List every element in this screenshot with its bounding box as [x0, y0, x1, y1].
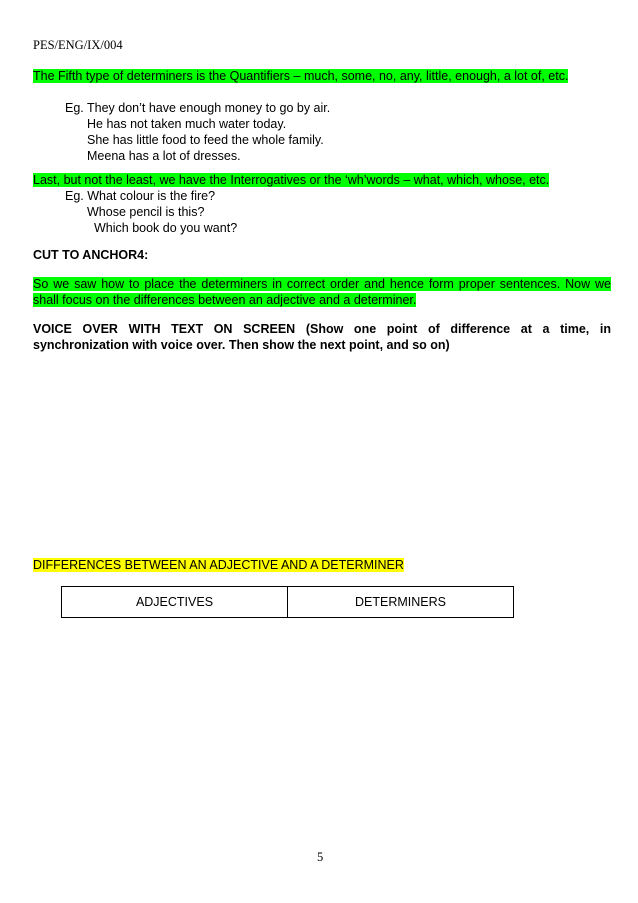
page-number: 5 [317, 850, 324, 864]
summary-line-1: So we saw how to place the determiners in correct order and hence form proper sentences. Now we [33, 277, 611, 291]
column-header-adjectives: ADJECTIVES [135, 595, 214, 609]
voice-over-line-2: synchronization with voice over. Then show the next point, and so on) [33, 338, 450, 352]
differences-heading: DIFFERENCES BETWEEN AN ADJECTIVE AND A DETERMINER [33, 558, 404, 572]
quantifier-example: Meena has a lot of dresses. [87, 149, 241, 163]
interrogatives-intro: Last, but not the least, we have the Interrogatives or the ‘wh’words – what, which, whose, etc. [33, 173, 550, 187]
column-header-determiners: DETERMINERS [287, 587, 513, 617]
document-code: PES/ENG/IX/004 [33, 38, 123, 52]
quantifier-example: She has little food to feed the whole family. [87, 133, 324, 147]
voice-over-line-1: VOICE OVER WITH TEXT ON SCREEN (Show one point of difference at a time, in [33, 322, 611, 336]
interrogative-example: Which book do you want? [94, 221, 238, 235]
interrogative-example: Eg. What colour is the fire? [65, 189, 216, 203]
interrogative-example: Whose pencil is this? [87, 205, 205, 219]
quantifier-example: He has not taken much water today. [87, 117, 287, 131]
differences-table [61, 586, 514, 618]
summary-line-2: shall focus on the differences between an adjective and a determiner. [33, 293, 417, 307]
quantifier-example: Eg. They don’t have enough money to go by air. [65, 101, 331, 115]
quantifiers-intro: The Fifth type of determiners is the Quantifiers – much, some, no, any, little, enough, a lot of, etc. [33, 69, 569, 83]
cut-heading: CUT TO ANCHOR4: [33, 248, 149, 262]
